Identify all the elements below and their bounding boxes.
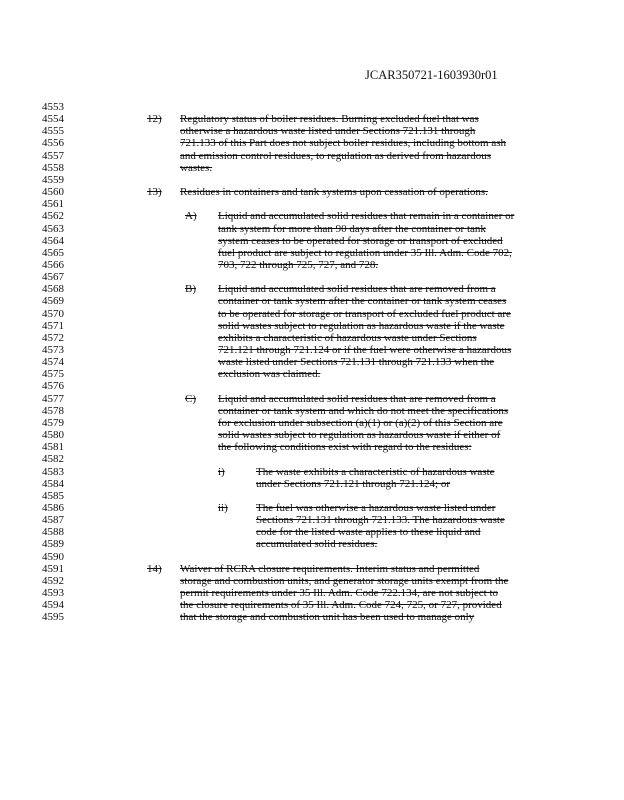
paragraph-label: 12) <box>147 113 162 126</box>
line-number: 4594 <box>42 599 64 612</box>
line-number: 4578 <box>42 404 64 417</box>
text-line: 703, 722 through 725, 727, and 728. <box>218 258 379 271</box>
line-number: 4556 <box>42 137 64 150</box>
text-line: permit requirements under 35 Ill. Adm. Code 722.134, are not subject to <box>180 587 499 599</box>
line-number: 4573 <box>42 344 64 356</box>
text-line: Liquid and accumulated solid residues that are removed from a <box>218 283 496 296</box>
text-line: Waiver of RCRA closure requirements. Interim status and permitted <box>180 562 480 575</box>
text-line: for exclusion under subsection (a)(1) or (a)(2) of this Section are <box>218 416 503 429</box>
line-number: 4586 <box>42 501 64 514</box>
paragraph-label: i) <box>218 465 225 478</box>
line-number: 4580 <box>42 429 64 442</box>
text-line: Sections 721.131 through 721.133. The hazardous waste <box>256 514 505 527</box>
line-number: 4569 <box>42 295 64 308</box>
text-line: container or tank system and which do not meet the specifications <box>218 404 509 417</box>
text-line: Liquid and accumulated solid residues that remain in a container or <box>218 210 515 223</box>
text-line: 721.121 through 721.124 or if the fuel were otherwise a hazardous <box>218 344 512 356</box>
line-number: 4572 <box>42 331 64 344</box>
text-line: The fuel was otherwise a hazardous waste listed under <box>256 501 496 514</box>
text-line: container or tank system after the container or tank system ceases <box>218 295 507 308</box>
line-number: 4582 <box>42 453 64 466</box>
text-line: accumulated solid residues. <box>256 538 378 551</box>
line-number: 4560 <box>42 186 64 199</box>
text-line: tank system for more than 90 days after the container or tank <box>218 222 486 235</box>
line-number: 4564 <box>42 234 64 247</box>
document-id: JCAR350721-1603930r01 <box>365 68 498 82</box>
text-line: exhibits a characteristic of hazardous waste under Sections <box>218 331 477 344</box>
line-number: 4595 <box>42 611 64 624</box>
line-number: 4557 <box>42 149 64 162</box>
text-line: exclusion was claimed. <box>218 368 321 381</box>
text-line: system ceases to be operated for storage or transport of excluded <box>218 234 503 247</box>
line-number: 4561 <box>42 198 64 211</box>
text-line: Liquid and accumulated solid residues that are removed from a <box>218 392 496 405</box>
line-number: 4571 <box>42 319 64 332</box>
line-number: 4593 <box>42 587 64 599</box>
line-number: 4568 <box>42 283 64 296</box>
line-number: 4588 <box>42 526 64 539</box>
line-number: 4592 <box>42 574 64 587</box>
paragraph-label: 13) <box>147 186 162 199</box>
text-line: 721.133 of this Part does not subject boiler residues, including bottom ash <box>180 137 506 150</box>
line-number: 4583 <box>42 465 64 478</box>
text-line: solid wastes subject to regulation as hazardous waste if the waste <box>218 319 505 332</box>
line-number: 4587 <box>42 514 64 527</box>
paragraph-label: ii) <box>218 501 228 514</box>
text-line: to be operated for storage or transport of excluded fuel product are <box>218 307 511 320</box>
text-line: that the storage and combustion unit has been used to manage only <box>180 611 475 624</box>
line-number: 4554 <box>42 113 64 126</box>
text-line: wastes. <box>180 161 213 174</box>
text-line: The waste exhibits a characteristic of hazardous waste <box>256 465 495 478</box>
line-number: 4579 <box>42 416 64 429</box>
line-number: 4559 <box>42 173 64 186</box>
text-line: the closure requirements of 35 Ill. Adm. Code 724, 725, or 727, provided <box>180 599 502 612</box>
text-line: Regulatory status of boiler residues. Burning excluded fuel that was <box>180 113 479 126</box>
line-number: 4570 <box>42 307 64 320</box>
line-number: 4563 <box>42 222 64 235</box>
line-number: 4581 <box>42 441 64 454</box>
paragraph-label: 14) <box>147 562 162 575</box>
line-number: 4590 <box>42 550 64 563</box>
line-number: 4562 <box>42 210 64 223</box>
line-number: 4577 <box>42 392 64 405</box>
text-line: Residues in containers and tank systems upon cessation of operations. <box>180 186 488 199</box>
line-number: 4558 <box>42 161 64 174</box>
line-number: 4565 <box>42 246 64 259</box>
text-line: storage and combustion units, and generator storage units exempt from the <box>180 574 509 587</box>
line-number: 4567 <box>42 271 64 284</box>
line-number: 4555 <box>42 125 64 138</box>
paragraph-label: A) <box>185 210 197 223</box>
line-number: 4584 <box>42 477 64 490</box>
text-line: the following conditions exist with regard to the residues: <box>218 441 472 454</box>
line-number: 4591 <box>42 562 64 575</box>
line-number: 4589 <box>42 538 64 551</box>
text-line: code for the listed waste applies to these liquid and <box>256 526 481 539</box>
line-number: 4553 <box>42 101 64 113</box>
text-line: under Sections 721.121 through 721.124; or <box>256 477 451 490</box>
text-line: fuel product are subject to regulation under 35 Ill. Adm. Code 702, <box>218 246 512 259</box>
text-line: waste listed under Sections 721.131 through 721.133 when the <box>218 356 495 369</box>
text-line: otherwise a hazardous waste listed under Sections 721.131 through <box>180 125 476 138</box>
text-line: solid wastes subject to regulation as hazardous waste if either of <box>218 429 501 442</box>
line-number: 4585 <box>42 489 64 502</box>
paragraph-label: C) <box>185 392 196 405</box>
line-number: 4574 <box>42 356 64 369</box>
text-line: and emission control residues, to regulation as derived from hazardous <box>180 149 491 162</box>
line-number: 4575 <box>42 368 64 381</box>
line-number: 4576 <box>42 380 64 393</box>
line-number: 4566 <box>42 258 64 271</box>
paragraph-label: B) <box>185 283 196 296</box>
